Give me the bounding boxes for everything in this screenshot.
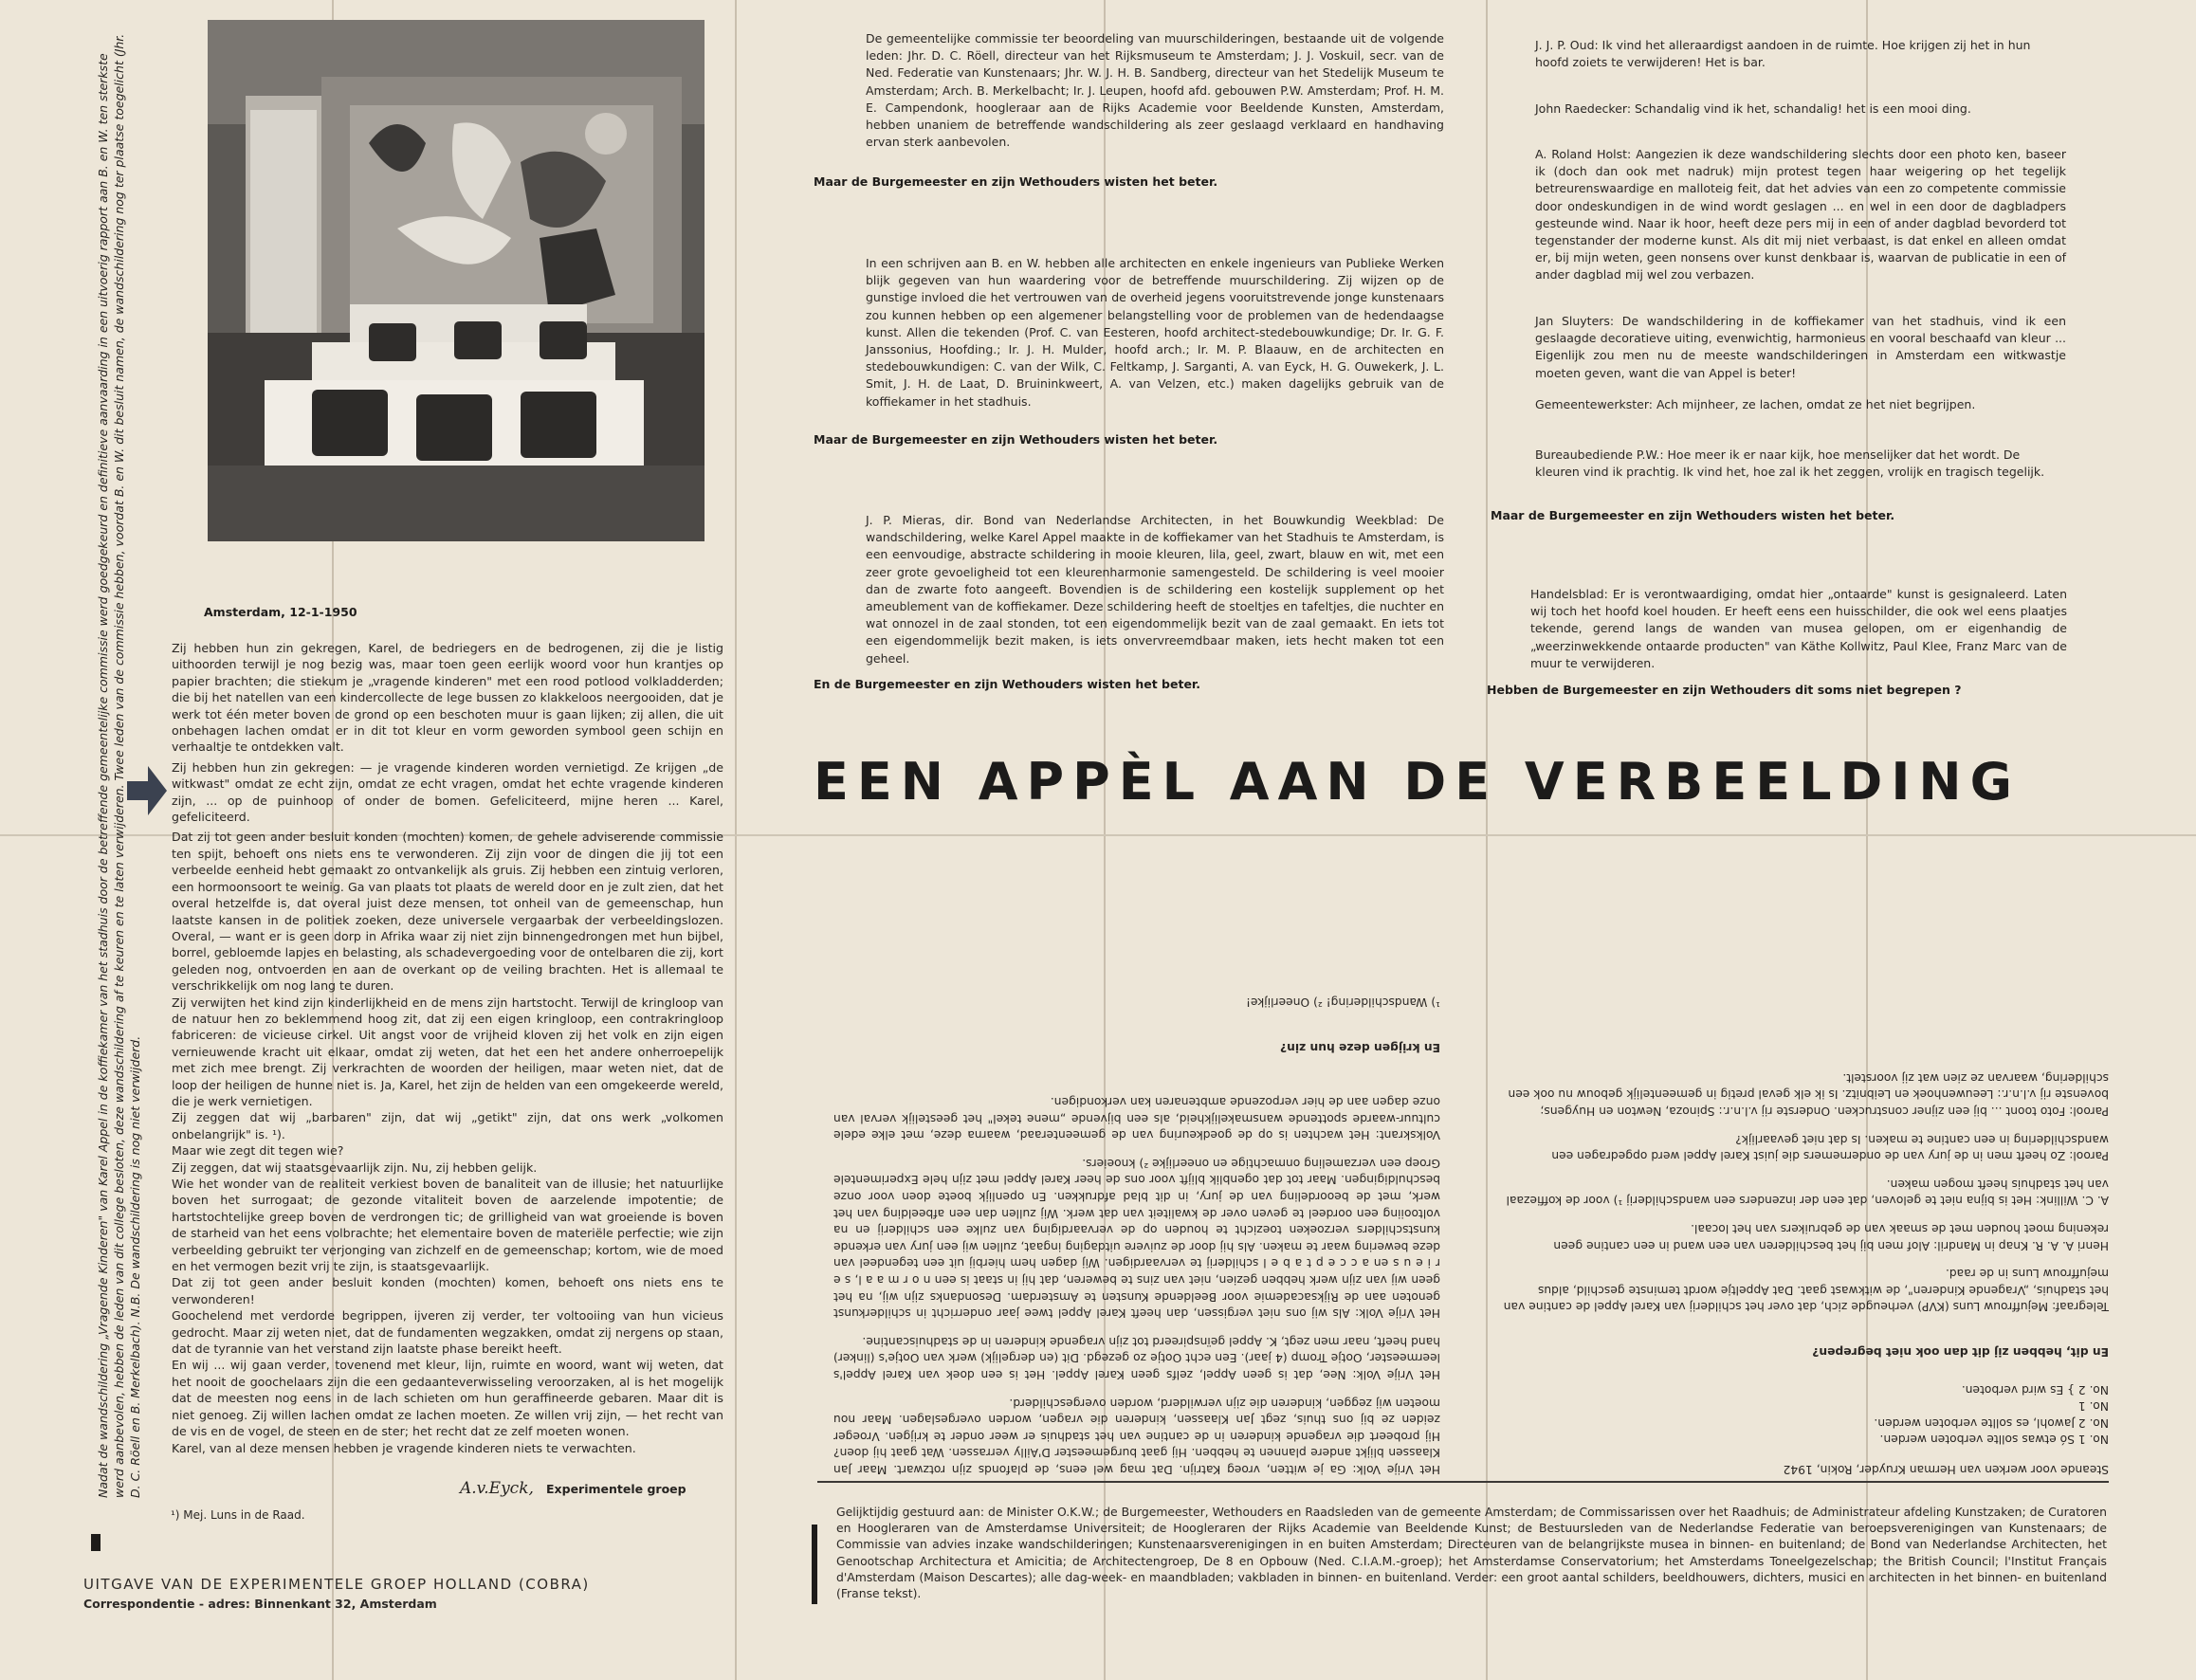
upside-line: En dit, hebben zij dit dan ook niet begrepen?: [1812, 1345, 2109, 1360]
fold-line: [735, 0, 737, 1680]
refrain: Maar de Burgemeester en zijn Wethouders wisten het beter.: [814, 174, 1218, 189]
divider: [817, 1481, 2109, 1483]
upside-line: No. 2 Jawohl, es sollte verboten werden.: [1874, 1415, 2109, 1430]
left-paragraph: Zij verwijten het kind zijn kinderlijkheid en de mens zijn hartstocht. Terwijl de kringloop van de natuur hen zo beklemmend hoog zit, dat zij een eigen kringloop, een contrakringloop fabriceren: de vicieuse cirkel. Uit angst voor de vrijheid kloven zij het volk en zijn eigen vernieuwende kracht uit elkaar, omdat zij weten, dat het een het andere onherroepelijk met zich mee brengt. Zij verkrachten de woorden der heiligen, maar weten niet, dat de loop der heiligen de hunne niet is. Ja, Karel, het zijn de helden van een omgekeerde wereld, die je werk vernietigen.: [172, 995, 723, 1108]
quote-raedecker: John Raedecker: Schandalig vind ik het, schandalig! het is een mooi ding.: [1535, 101, 1971, 116]
address: Correspondentie - adres: Binnenkant 32, Amsterdam: [83, 1597, 437, 1611]
upside-line: En krijgen deze hun zin?: [1279, 1040, 1440, 1054]
upside-right-column: [1502, 1068, 2109, 1477]
upside-line: Volkskrant: Het wachten is op de goedkeuring van de gemeenteraad, waarna deze, met elke edele cultuur-waarde spottende wansmakelijkheid, als een bijvende „mene tekel" het geestelijk verval van onze dagen aan de hier verpozende ambtenaren kan verkondigen.: [833, 1095, 1440, 1142]
left-paragraph: Zij hebben hun zin gekregen: — je vragende kinderen worden vernietigd. Ze krijgen „de witkwast" omdat ze echt zijn, omdat ze echt vragen, omdat het echte vragende kinderen zijn, ... op de puinhoop of onder de bomen. Gefeliciteerd, mijne heren ... Karel, gefeliciteerd.: [172, 759, 723, 825]
upside-line: Het Vrije Volk: Als wij ons niet vergissen, dan heeft Karel Appel twee jaar onderricht in schilderkunst genoten aan de Rijksacademie voor Beeldende Kunsten te Amsterdam. Desondanks zijn wij, na het geen wij van zijn werk hebben gezien, niet van zins te beweren, dat hij in staat is een n o r m a a l, s e r i e u s en a c c e p t a b e l schilderij te vervaardigen. Wij dagen hem hierbij uit een tegendeel van deze bewering waar te maken. Als hij door de zuivere uitdaging ingaat, zullen wij een jury van erkende kunstschilders verzoeken toezicht te houden op de vervaardiging van zulke een schilderij en na voltooiing een oordeel te geven over de kwaliteit van dat werk. Wij zullen dan een afbeelding van het werk, met de beoordeling van de jury, in dit blad afdrukken. En openlijk boete doen voor onze beschuldigingen. Maar tot dat ogenblik blijft voor ons de heer Karel Appel met zijn hele Experimentele Groep een verzameling onmachtige en oneerlijke ²) knoeiers.: [833, 1156, 1440, 1321]
left-paragraph: Dat zij tot geen ander besluit konden (mochten) komen, behoeft ons niets ens te verwonderen!: [172, 1275, 723, 1306]
refrain: Maar de Burgemeester en zijn Wethouders wisten het beter.: [814, 432, 1218, 447]
upside-line: Het Vrije Volk: Nee, dat is geen Appel, zelfs geen Karel Appel. Het is een doek van Karel Appel's leermeester, Ootje Tromp (4 jaar). Een echt Ootje zo gezegd. Dit (en dergelijk) werk van Ootje's (linker) hand heeft, naar men zegt, K. Appel geïnspireerd tot zijn vragende kinderen in de stadhuiscantine.: [833, 1334, 1440, 1382]
upside-line: Henri A. A. R. Knap in Mandril: Alof men bij het beschilderen van een wand in een cantine geen rekening moet houden met de smaak van de gebruikers van het locaal.: [1553, 1222, 2109, 1252]
left-paragraph: Zij zeggen, dat wij staatsgevaarlijk zijn. Nu, zij hebben gelijk.: [172, 1160, 538, 1175]
cafeteria-photo: [208, 20, 705, 541]
left-paragraph: En wij ... wij gaan verder, tovenend met kleur, lijn, ruimte en woord, want wij weten, dat het nooit de goochelaars zijn die een gedaanteverwisseling veroorzaken, al is het mogelijk dat de meesten nog eens in de lach schieten om hun geraffineerde gebaren. Maar dit is niet genoeg. Zij willen lachen omdat ze lachen moeten. Ze willen vrij zijn, — het recht van de vis en de vogel, de steen en de ster; het recht dat ze zelf moeten wonen.: [172, 1358, 723, 1439]
footnote: ¹) Mej. Luns in de Raad.: [171, 1508, 305, 1522]
left-article: [172, 640, 723, 1456]
upside-line: Steande voor werken van Herman Kruyder, Rokin, 1942: [1783, 1463, 2109, 1476]
quote-bureaubediende: Bureaubediende P.W.: Hoe meer ik er naar kijk, hoe menselijker dat het wordt. De kleuren vind ik prachtig. Ik vind het, hoe zal ik het zeggen, vrolijk en tragisch tegelijk.: [1535, 447, 2045, 480]
publisher: UITGAVE VAN DE EXPERIMENTELE GROEP HOLLAND (COBRA): [83, 1576, 590, 1593]
left-paragraph: Zij zeggen dat wij „barbaren" zijn, dat wij „getikt" zijn, dat ons werk „volkomen onbelangrijk" is. ¹).: [172, 1110, 723, 1141]
upside-line: Parool: Zo heeft men in de jury van de ondernemers die juist Karel Appel werd opgedragen een wandschildering in een cantine te maken. Is dat niet gevaarlijk?: [1551, 1132, 2109, 1163]
refrain: Maar de Burgemeester en zijn Wethouders wisten het beter.: [1491, 508, 1895, 522]
upside-line: ¹) Wandschildering! ²) Oneerlijke!: [1246, 995, 1440, 1009]
vertical-note: Nadat de wandschildering „Vragende Kinderen" van Karel Appel in de koffiekamer van het stadhuis door de betreffende gemeentelijke commissie werd goedgekeurd en definitieve aanvaarding in een uitvoerig rapport aan B. en W. ten sterkste werd aanbevolen, hebben de leden van dit college besloten, deze wandschildering af te keuren en te laten verwijderen. Twee leden van de commissie hebben, voordat B. en W. dit besluit namen, de wandschildering nog ter plaatse toegelicht (Jhr. D. C. Röell en B. Merkelbach). N.B. De wandschildering is nog niet verwijderd.: [96, 33, 142, 1498]
left-paragraph: Maar wie zegt dit tegen wie?: [172, 1143, 344, 1159]
footer-marker: [812, 1525, 817, 1604]
quote-gemeentewerkster: Gemeentewerkster: Ach mijnheer, ze lachen, omdat ze het niet begrijpen.: [1535, 397, 1976, 411]
black-marker: [91, 1534, 101, 1551]
quote-holst: A. Roland Holst: Aangezien ik deze wandschildering slechts door een photo ken, baseer ik (doch dan ook met nadruk) mijn protest tegen haar weigering op het tegelijk betreurenswaardige en malloteig feit, dat het advies van een zo competente commissie door ondeskundigen in de wind wordt geslagen ... en wel in een door de dagbladpers gesteunde wind. Naar ik hoor, heeft deze pers mij in een of ander dagblad bevorderd tot tegenstander der moderne kunst. Als dit mij niet verbaast, is dat enkel en alleen omdat er, bij mijn weten, geen nonsens over kunst denkbaar is, waarvan de publicatie in een of ander dagblad mij wel zou verbazen.: [1535, 147, 2066, 283]
quote-oud: J. J. P. Oud: Ik vind het alleraardigst aandoen in de ruimte. Hoe krijgen zij het in hun hoofd zoiets te verwijderen! Het is bar.: [1535, 38, 2031, 70]
upside-line: Telegraaf: Mejuffrouw Luns (KVP) verheugde zich, dat over het schilderij van Karel Appel de cantine van het stadhuis, „Vragende Kinderen", de witkwast gaat. Dat Appeltje wordt teminste geschild, aldus mejuffrouw Luns in de raad.: [1503, 1267, 2109, 1314]
upside-line: Het Vrije Volk: Ga je witten, vroeg Katrijn. Dat mag wel eens, de plafonds zijn rotzwart. Maar Jan Klaassen blijkt andere plannen te hebben. Hij gaat burgemeester D'Ailly verrassen. Wat gaat hij doen? Hij probeert die vragende kinderen in de cantine van het stadhuis er weer onder te krijgen. Vroeger zeiden ze bij ons thuis, zegt Jan Klaassen, kinderen die vragen, worden overgeslagen. Maar nou moeten wij zeggen, kinderen die zijn verwilderd, worden overgeschilderd.: [833, 1396, 1440, 1476]
left-paragraph: Wie het wonder van de realiteit verkiest boven de banaliteit van de illusie; het natuurlijke boven het surrogaat; de gezonde vitaliteit boven de aarzelende impotentie; de hartstochtelijke greep boven de verdrongen tic; de grilligheid van wat groeiende is boven de starheid van het eens volbrachte; het elementaire boven de materiële perfectie; wie zijn verbeelding gebruikt ter verjonging van zichzelf en de gemeenschap; kortom, wie de moed en het vermogen bezit vrij te zijn, is staatsgevaarlijk.: [172, 1177, 723, 1274]
quote-handelsblad: Handelsblad: Er is verontwaardiging, omdat hier „ontaarde" kunst is gesignaleerd. Laten wij toch het hoofd koel houden. Er heeft eens een huisschilder, die ook wel eens plaatjes tekende, gerend langs de wanden van musea gelopen, om er eigenhandig de „weerzinwekkende ontaarde producten" van Käthe Kollwitz, Paul Klee, Franz Marc van de muur te verwijderen.: [1530, 587, 2067, 670]
architects-paragraph: In een schrijven aan B. en W. hebben alle architecten en enkele ingenieurs van Publieke Werken blijk gegeven van hun waardering voor de betreffende muurschildering. Zij wijzen op de gunstige invloed die het vertrouwen van de overheid jegens vooruitstrevende jonge kunstenaars zou kunnen hebben op een algemener belangstelling voor de problemen van de hedendaagse kunst. Allen die tekenden (Prof. C. van Eesteren, hoofd architect-stedebouwkundige; Dr. Ir. G. F. Janssonius, Hoofding.; Ir. J. H. Mulder, hoofd arch.; Ir. M. P. Blaauw, en de architecten en stedebouwkundigen: C. van der Wilk, C. Feltkamp, J. Sarganti, A. van Eyck, H. G. Ouwekerk, J. L. Smit, J. H. de Laat, D. Bruininkweert, A. van Velzen, etc.) maken dagelijks gebruik van de koffiekamer in het stadhuis.: [866, 256, 1444, 409]
left-paragraph: Karel, van al deze mensen hebben je vragende kinderen niets te verwachten.: [172, 1440, 636, 1455]
upside-line: No. 1: [2077, 1399, 2109, 1414]
upside-line: No. 2 } Es wird verboten.: [1961, 1382, 2109, 1397]
left-paragraph: Zij hebben hun zin gekregen, Karel, de bedriegers en de bedrogenen, zij die je listig uithoorden terwijl je nog bezig was, maar toen geen eerlijk woord voor hun krantjes op papier brachten; die stiekum je „vragende kinderen" met een rood potlood volkladderden; die bij het natellen van een kindercollecte de lege bussen zo klakkeloos neergooiden, dat je werk tot één meter boven de grond op een beschoten muur is gaan lijken; zij allen, die uit onbehagen lachen omdat er in dit tot kleur en vorm geworden symbool geen schijn en verhaaltje te ontdekken valt.: [172, 641, 723, 755]
left-paragraph: Dat zij tot geen ander besluit konden (mochten) komen, de gehele adviserende commissie ten spijt, behoeft ons niets ens te verwonderen. Zij zijn voor de dingen die jij tot een verbeelde eenheid hebt gemaakt zo ontvankelijk als gruis. Zij hebben een zintuig verloren, een hormoonsoort te weinig. Ga van plaats tot plaats de wereld door en je zult zien, dat het overal hetzelfde is, dat overal juist deze mensen, tot onheil van de gemeenschap, hun laatste kansen in de politiek zoeken, deze universele vergaarbak der verbeeldingslozen. Overal, — want er is geen dorp in Afrika waar zij niet zijn binnengedrongen met hun bijbel, borrel, gebloemde lapjes en belasting, als schadevergoeding voor de ontelbaren die zij, kort geleden nog, ontvoerden en aan de overkant op de veiling brachten. Het is allemaal te verschrikkelijk om nog lang te duren.: [172, 830, 723, 994]
quote-sluyters: Jan Sluyters: De wandschildering in de koffiekamer van het stadhuis, vind ik een geslaagde decoratieve uiting, evenwichtig, harmonieus en vooral beschaafd van kleur ... Eigenlijk zou men nu de meeste wandschilderingen in Amsterdam een witkwastje moeten geven, want die van Appel is beter!: [1535, 314, 2066, 380]
signature-group: Experimentele groep: [546, 1482, 686, 1496]
arrow-right-icon: [127, 764, 167, 817]
left-paragraph: Goochelend met verdorde begrippen, ijveren zij verder, ter voltooiing van hun vicieus gedrocht. Maar zij weten niet, dat de fundamenten wegzakken, omdat zij nergens op staan, dat de tyrannie van het verstand zijn laatste phase bereikt heeft.: [172, 1308, 723, 1357]
signature: A.v.Eyck,: [460, 1479, 534, 1498]
upside-line: A. C. Willink: Het is bijna niet te geloven, dat een der inzenders een wandschilderij ¹) voor de koffiezaal van het stadhuis heeft mogen maken.: [1506, 1177, 2109, 1208]
upside-left-column: [833, 993, 1440, 1477]
date-heading: Amsterdam, 12-1-1950: [204, 605, 357, 619]
distribution-list: Gelijktijdig gestuurd aan: de Minister O.K.W.; de Burgemeester, Wethouders en Raadsleden van de gemeente Amsterdam; de Commissarissen over het Raadhuis; de Administrateur afdeling Kunstzaken; de Curatoren en Hoogleraren van de Amsterdamse Universiteit; de Hoogleraren der Rijks Academie van Beeldende Kunst; de Bestuursleden van de Nederlandse Federatie van beroepsverenigingen van Kunstenaars; de Commissie van advies inzake wandschilderingen; Kunstenaarsverenigingen in en buiten Amsterdam; Directeuren van de belangrijkste musea in binnen- en buitenland; de Bond van Nederlandse Architecten, het Genootschap Architectura et Amicitia; de Architectengroep, De 8 en Opbouw (Ned. C.I.A.M.-groep); het Amsterdamse Conservatorium; het Amsterdams Toneelgezelschap; the British Council; l'Institut Français d'Amsterdam (Maison Descartes); alle dag-week- en maandbladen; vakbladen in binnen- en buitenland. Verder: een groot aantal schilders, beeldhouwers, dichters, musici en architecten in het binnen- en buitenland (Franse tekst).: [836, 1505, 2107, 1601]
commission-paragraph: De gemeentelijke commissie ter beoordeling van muurschilderingen, bestaande uit de volgende leden: Jhr. D. C. Röell, directeur van het Rijksmuseum te Amsterdam; J. J. Voskuil, secr. van de Ned. Federatie van Kunstenaars; Jhr. W. J. H. B. Sandberg, directeur van het Stedelijk Museum te Amsterdam; Arch. B. Merkelbacht; Ir. J. Leupen, hoofd afd. gebouwen P.W. Amsterdam; Prof. H. M. E. Campendonk, hoogleraar aan de Rijks Academie voor Beeldende Kunsten, Amsterdam, hebben unaniem de betreffende wandschildering als zeer geslaagd verklaard en handhaving ervan sterk aanbevolen.: [866, 31, 1444, 150]
upside-line: No. 1 Só etwas sollte verboten werden.: [1879, 1433, 2109, 1447]
mieras-paragraph: J. P. Mieras, dir. Bond van Nederlandse Architecten, in het Bouwkundig Weekblad: De wandschildering, welke Karel Appel maakte in de koffiekamer van het Stadhuis te Amsterdam, is een eenvoudige, abstracte schildering in mooie kleuren, lila, geel, zwart, blauw en wit, met een zeer grote gevoeligheid tot een kleurenharmonie samengesteld. De schildering is veel mooier dan de zwarte foto aangeeft. Bovendien is de schildering een kostelijk supplement op het ameublement van de koffiekamer. Deze schildering heeft de stoeltjes en tafeltjes, die nuchter en wat onnozel in de zaal stonden, tot een eigendommelijk bezit van de zaal gemaakt. En iets tot een eigendommelijk bezit maken, is iets onvervreemdbaar maken, iets hecht maken tot een geheel.: [866, 513, 1444, 666]
upside-line: Parool: Foto toont ... bij een zijner construcken. Onderste rij v.l.n.r.: Spinoza, Newton en Huygens; bovenste rij v.l.n.r.: Leeuwenhoek en Leibnitz. Is ik elk geval pretig in gemeentelijk gebouw nu ook een schildering, waarvan ze zien wat zij voorstelt.: [1508, 1070, 2109, 1119]
signature-line: [460, 1479, 686, 1498]
upside-down-block: [814, 861, 2109, 1477]
refrain: En de Burgemeester en zijn Wethouders wisten het beter.: [814, 677, 1201, 691]
closing-question: Hebben de Burgemeester en zijn Wethouders dit soms niet begrepen ?: [1487, 683, 1962, 697]
poster-title: EEN APPÈL AAN DE VERBEELDING: [814, 752, 2021, 812]
